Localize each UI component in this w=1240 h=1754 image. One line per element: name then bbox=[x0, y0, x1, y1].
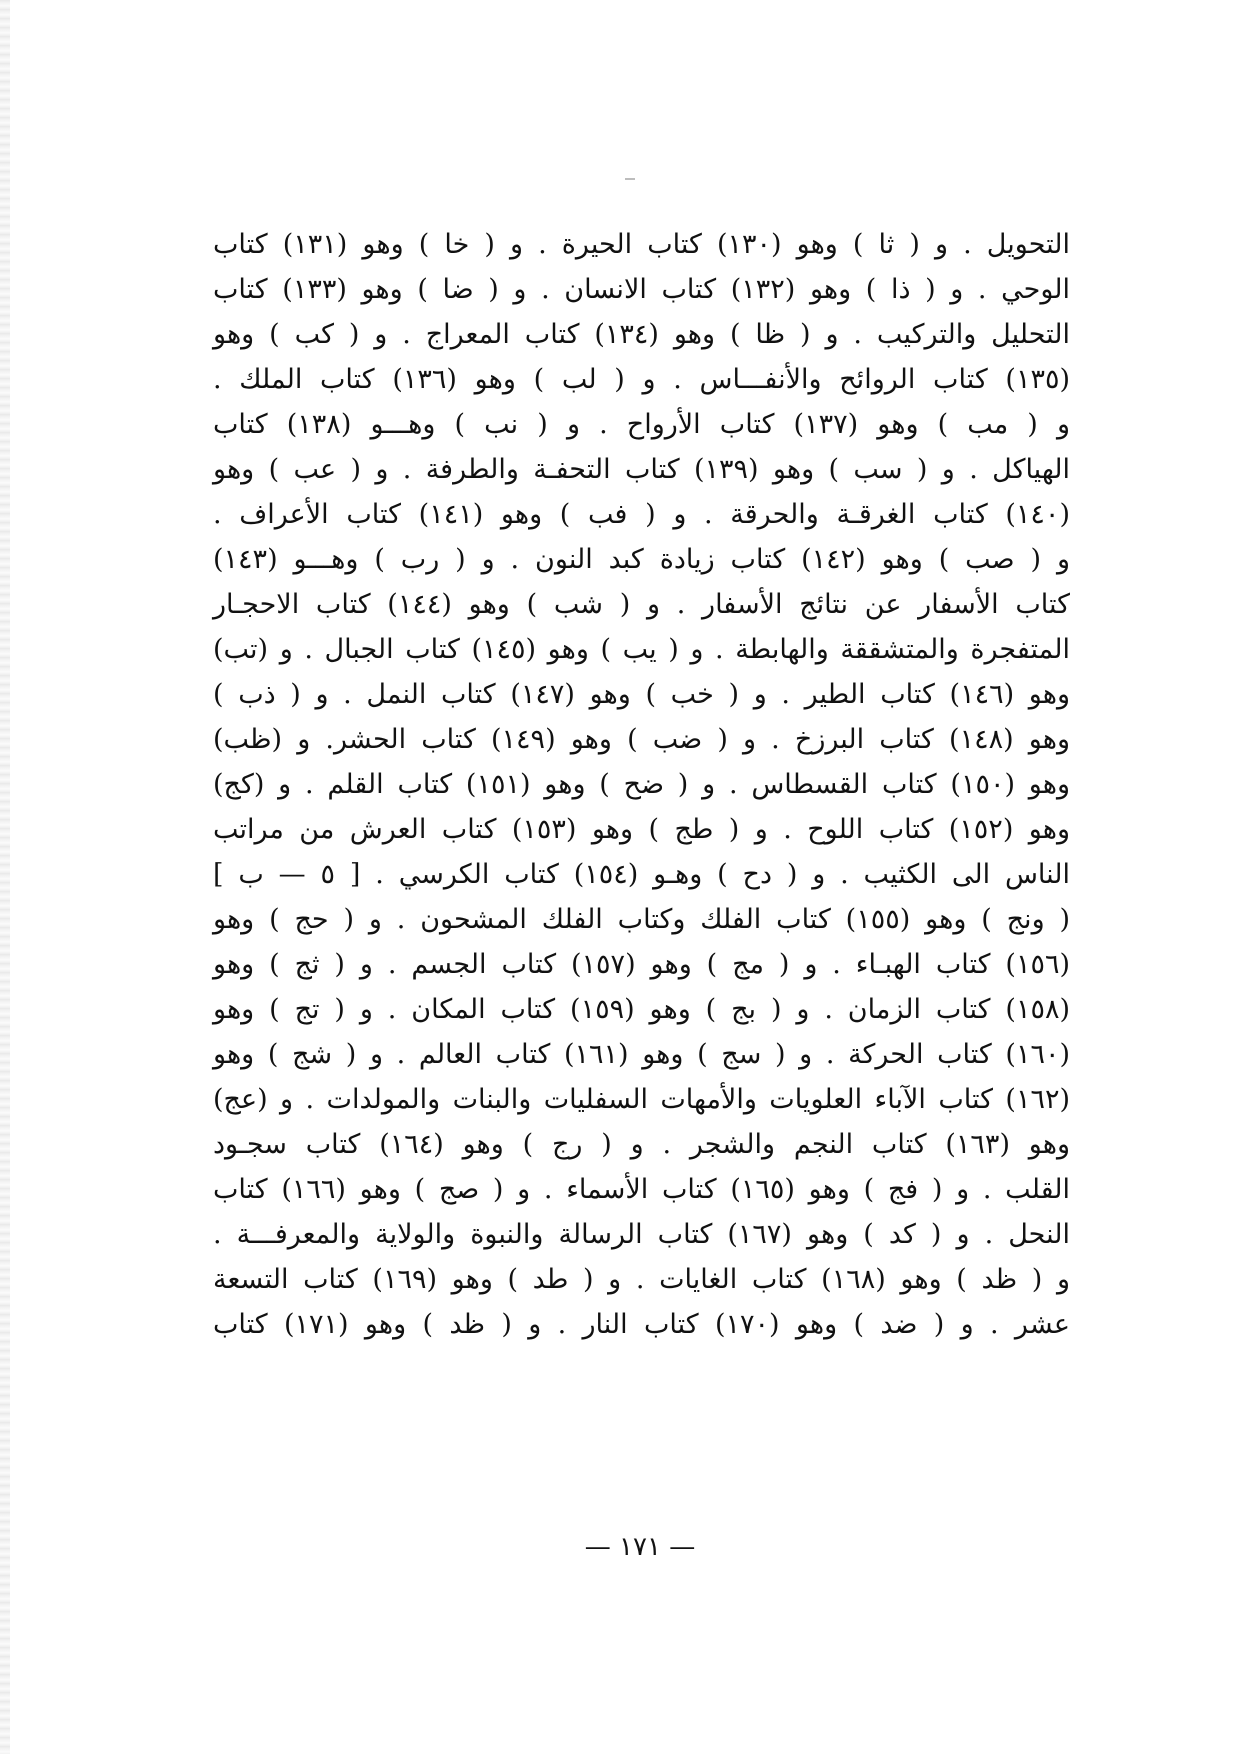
text-line-9: كتاب الأسفار عن نتائج الأسفار . و ( شب ) وهو (١٤٤) كتاب الاحجـار bbox=[213, 589, 1070, 620]
main-text-block bbox=[213, 222, 1070, 1347]
text-line-3: التحليل والتركيب . و ( ظا ) وهو (١٣٤) كتاب المعراج . و ( كب ) وهو bbox=[213, 319, 1070, 350]
scan-speck bbox=[625, 178, 635, 180]
text-line-6: الهياكل . و ( سب ) وهو (١٣٩) كتاب التحفـة والطرفة . و ( عب ) وهو bbox=[213, 454, 1070, 485]
text-line-13: وهو (١٥٠) كتاب القسطاس . و ( ضح ) وهو (١٥١) كتاب القلم . و (كج) bbox=[213, 769, 1071, 800]
text-line-20: (١٦٢) كتاب الآباء العلويات والأمهات السفليات والبنات والمولدات . و (عج) bbox=[213, 1084, 1070, 1115]
text-line-14: وهو (١٥٢) كتاب اللوح . و ( طج ) وهو (١٥٣) كتاب العرش من مراتب bbox=[213, 814, 1070, 845]
text-line-1: التحويل . و ( ثا ) وهو (١٣٠) كتاب الحيرة . و ( خا ) وهو (١٣١) كتاب bbox=[213, 229, 1071, 260]
text-line-5: و ( مب ) وهو (١٣٧) كتاب الأرواح . و ( نب ) وهـــو (١٣٨) كتاب bbox=[213, 409, 1070, 440]
scan-edge bbox=[0, 0, 10, 1754]
text-line-23: النحل . و ( كد ) وهو (١٦٧) كتاب الرسالة والنبوة والولاية والمعرفـــة . bbox=[213, 1219, 1070, 1250]
text-line-10: المتفجرة والمتشققة والهابطة . و ( يب ) وهو (١٤٥) كتاب الجبال . و (تب) bbox=[213, 634, 1070, 665]
text-line-24: و ( ظد ) وهو (١٦٨) كتاب الغايات . و ( طد ) وهو (١٦٩) كتاب التسعة bbox=[213, 1264, 1070, 1295]
text-line-15: الناس الى الكثيب . و ( دح ) وهـو (١٥٤) كتاب الكرسي . [ ٥ — ب ] bbox=[213, 859, 1071, 890]
text-line-16: ( ونج ) وهو (١٥٥) كتاب الفلك وكتاب الفلك المشحون . و ( حج ) وهو bbox=[213, 904, 1071, 935]
text-line-25: عشر . و ( ضد ) وهو (١٧٠) كتاب النار . و ( ظد ) وهو (١٧١) كتاب bbox=[213, 1309, 1071, 1340]
text-line-4: (١٣٥) كتاب الروائح والأنفـــاس . و ( لب ) وهو (١٣٦) كتاب الملك . bbox=[213, 364, 1071, 395]
text-line-22: القلب . و ( فج ) وهو (١٦٥) كتاب الأسماء . و ( صج ) وهو (١٦٦) كتاب bbox=[213, 1174, 1071, 1205]
text-line-8: و ( صب ) وهو (١٤٢) كتاب زيادة كبد النون . و ( رب ) وهـــو (١٤٣) bbox=[213, 544, 1070, 575]
text-line-11: وهو (١٤٦) كتاب الطير . و ( خب ) وهو (١٤٧) كتاب النمل . و ( ذب ) bbox=[213, 679, 1070, 710]
text-line-7: (١٤٠) كتاب الغرقـة والحرقة . و ( فب ) وهو (١٤١) كتاب الأعراف . bbox=[213, 499, 1070, 530]
text-line-18: (١٥٨) كتاب الزمان . و ( بج ) وهو (١٥٩) كتاب المكان . و ( تج ) وهو bbox=[213, 994, 1070, 1025]
text-line-2: الوحي . و ( ذا ) وهو (١٣٢) كتاب الانسان . و ( ضا ) وهو (١٣٣) كتاب bbox=[213, 274, 1071, 305]
page-number: — ١٧١ — bbox=[584, 1532, 696, 1562]
text-line-17: (١٥٦) كتاب الهبـاء . و ( مج ) وهو (١٥٧) كتاب الجسم . و ( ثج ) وهو bbox=[213, 949, 1070, 980]
text-line-21: وهو (١٦٣) كتاب النجم والشجر . و ( رج ) وهو (١٦٤) كتاب سجـود bbox=[213, 1129, 1071, 1160]
text-line-12: وهو (١٤٨) كتاب البرزخ . و ( ضب ) وهو (١٤٩) كتاب الحشر. و (ظب) bbox=[213, 724, 1070, 755]
text-line-19: (١٦٠) كتاب الحركة . و ( سج ) وهو (١٦١) كتاب العالم . و ( شج ) وهو bbox=[213, 1039, 1070, 1070]
